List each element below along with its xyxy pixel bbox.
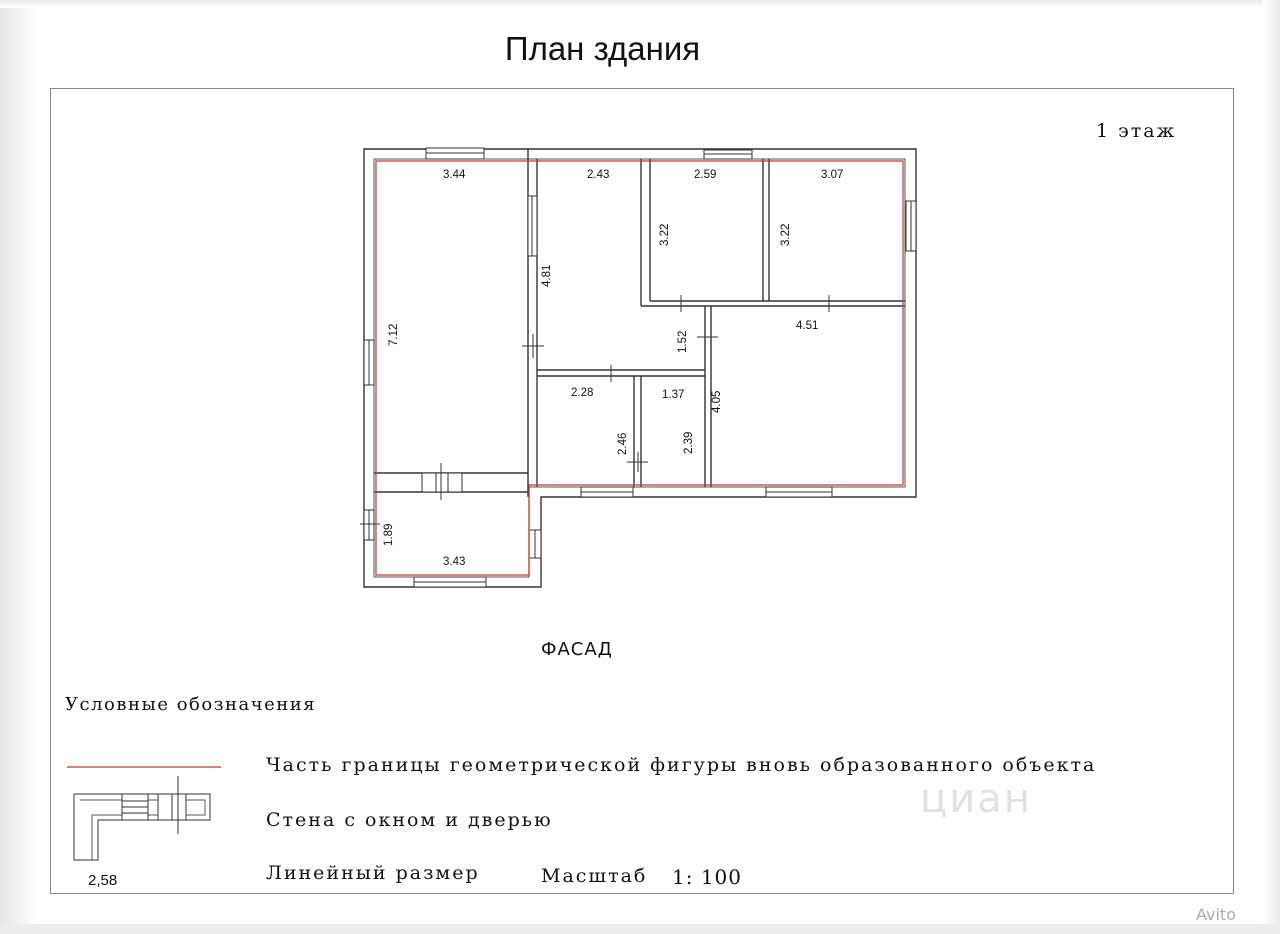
dim-room2-height: 4.81 [541,264,553,287]
dim-bath-width: 2.28 [571,387,594,399]
outer-wall-inner [374,159,905,577]
outer-wall-outline [364,149,916,587]
legend-dimension-text: Линейный размер [266,862,480,884]
dim-wc-width: 1.37 [662,389,685,401]
door-porch [422,473,462,492]
legend-dimension-sample: 2,58 [88,872,118,889]
dim-room4-width: 3.07 [821,169,844,181]
watermark-cian: циан [920,776,1032,822]
legend-title: Условные обозначения [65,694,317,715]
dim-porch-height: 1.89 [383,523,395,546]
dim-hall-height: 4.05 [711,390,723,413]
floor-label: 1 этаж [1096,120,1177,142]
dim-room3-width: 2.59 [694,169,717,181]
facade-label: ФАСАД [541,639,613,660]
dim-room3-height: 3.22 [659,223,671,246]
legend-boundary-text: Часть границы геометрической фигуры вновь образованного объекта [266,754,1097,776]
boundary-line [376,161,903,575]
dim-hall-width: 4.51 [796,320,819,332]
dim-room1-height: 7.12 [388,323,400,346]
dim-bath-height: 2.46 [617,432,629,455]
legend-wall-text: Стена с окном и дверью [266,809,553,831]
dim-wc-height: 2.39 [683,431,695,454]
dim-porch-width: 3.43 [443,556,466,568]
dim-room1-width: 3.44 [443,169,466,181]
scale-label: Масштаб [541,865,648,887]
dim-room4-height: 3.22 [780,223,792,246]
legend-wall-symbol [74,776,210,860]
avito-badge: Avito [1196,905,1236,924]
scale-value: 1: 100 [672,865,742,889]
dim-room2-width: 2.43 [587,169,610,181]
page-title: План здания [504,30,701,67]
dim-corridor-height: 1.52 [677,330,689,353]
